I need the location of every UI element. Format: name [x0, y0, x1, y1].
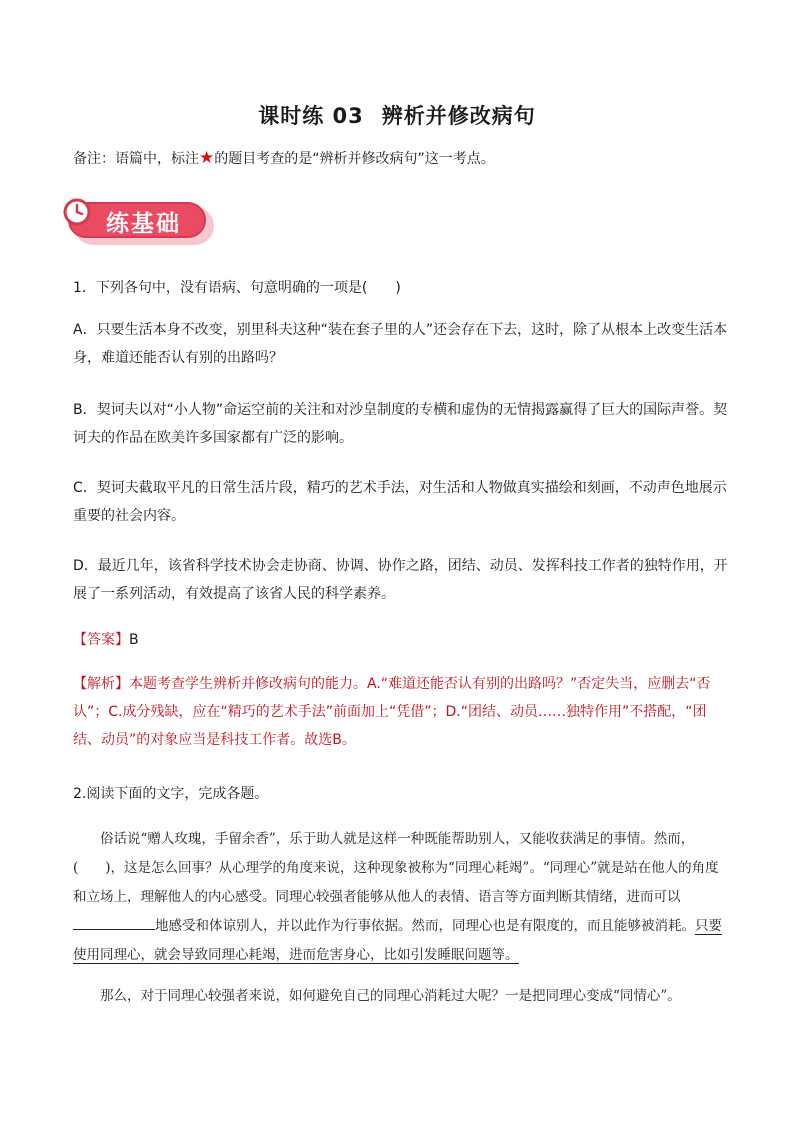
- clock-icon: [62, 197, 92, 227]
- passage-paragraph-1: [73, 825, 728, 970]
- q1-answer: [73, 626, 728, 654]
- title-prefix: 课时练 03: [258, 104, 364, 128]
- q1-analysis: [73, 670, 728, 754]
- passage-part-2: 地感受和体谅别人，并以此作为行事依据。然而，同理心也是有限度的，而且能够被消耗。: [155, 918, 695, 934]
- fill-blank[interactable]: [73, 915, 155, 930]
- q1-option-a: A．只要生活本身不改变，别里科夫这种“装在套子里的人”还会存在下去，这时，除了从根本上改变生活本身，难道还能否认有别的出路吗？: [73, 322, 728, 366]
- q1-stem: 1．下列各句中，没有语病、句意明确的一项是( ): [73, 280, 401, 296]
- note-prefix: 备注：语篇中，标注: [73, 151, 199, 167]
- q1-option-c: C．契诃夫截取平凡的日常生活片段，精巧的艺术手法，对生活和人物做真实描绘和刻画，不动声色地展示重要的社会内容。: [73, 480, 727, 524]
- reading-passage: [73, 825, 728, 1011]
- badge-label: 练基础: [106, 211, 181, 237]
- q2-stem: 2.阅读下面的文字，完成各题。: [73, 786, 269, 802]
- q1-option-b: B．契诃夫以对“小人物”命运空前的关注和对沙皇制度的专横和虚伪的无情揭露赢得了巨大的国际声誉。契诃夫的作品在欧美许多国家都有广泛的影响。: [73, 402, 728, 446]
- answer-value: B: [129, 632, 139, 648]
- q1-option-d: D．最近几年，该省科学技术协会走协商、协调、协作之路，团结、动员、发挥科技工作者的独特作用，开展了一系列活动，有效提高了该省人民的科学素养。: [73, 558, 728, 602]
- analysis-label: 【解析】: [73, 676, 129, 692]
- practice-badge: [62, 197, 214, 247]
- passage-paragraph-2: 那么，对于同理心较强者来说，如何避免自己的同理心消耗过大呢？一是把同理心变成“同情心”。: [100, 988, 681, 1004]
- page-title: [0, 100, 794, 130]
- note-line: [73, 148, 495, 168]
- star-icon: ★: [199, 148, 215, 168]
- answer-label: 【答案】: [73, 632, 129, 648]
- analysis-text: 本题考查学生辨析并修改病句的能力。A.“难道还能否认有别的出路吗？”否定失当，应删去“否认”；C.成分残缺，应在“精巧的艺术手法”前面加上“凭借”；D.“团结、动员……独特作用”不搭配，“团结、动员”的对象应当是科技工作者。故选B。: [73, 676, 711, 748]
- title-main: 辨析并修改病句: [381, 104, 536, 128]
- note-suffix: 的题目考查的是“辨析并修改病句”这一考点。: [214, 151, 495, 167]
- passage-part-1: 俗话说“赠人玫瑰，手留余香”，乐于助人就是这样一种既能帮助别人，又能收获满足的事情。然而，( )，这是怎么回事？从心理学的角度来说，这种现象被称为“同理心耗竭”。“同理心”就是站在他人的角度和立场上，理解他人的内心感受。同理心较强者能够从他人的表情、语言等方面判断其情绪，进而可以: [73, 831, 719, 905]
- underlined-sentence: 只要使用同理心，就会导致同理心耗竭，进而危害身心，比如引发睡眠问题等。: [73, 918, 722, 963]
